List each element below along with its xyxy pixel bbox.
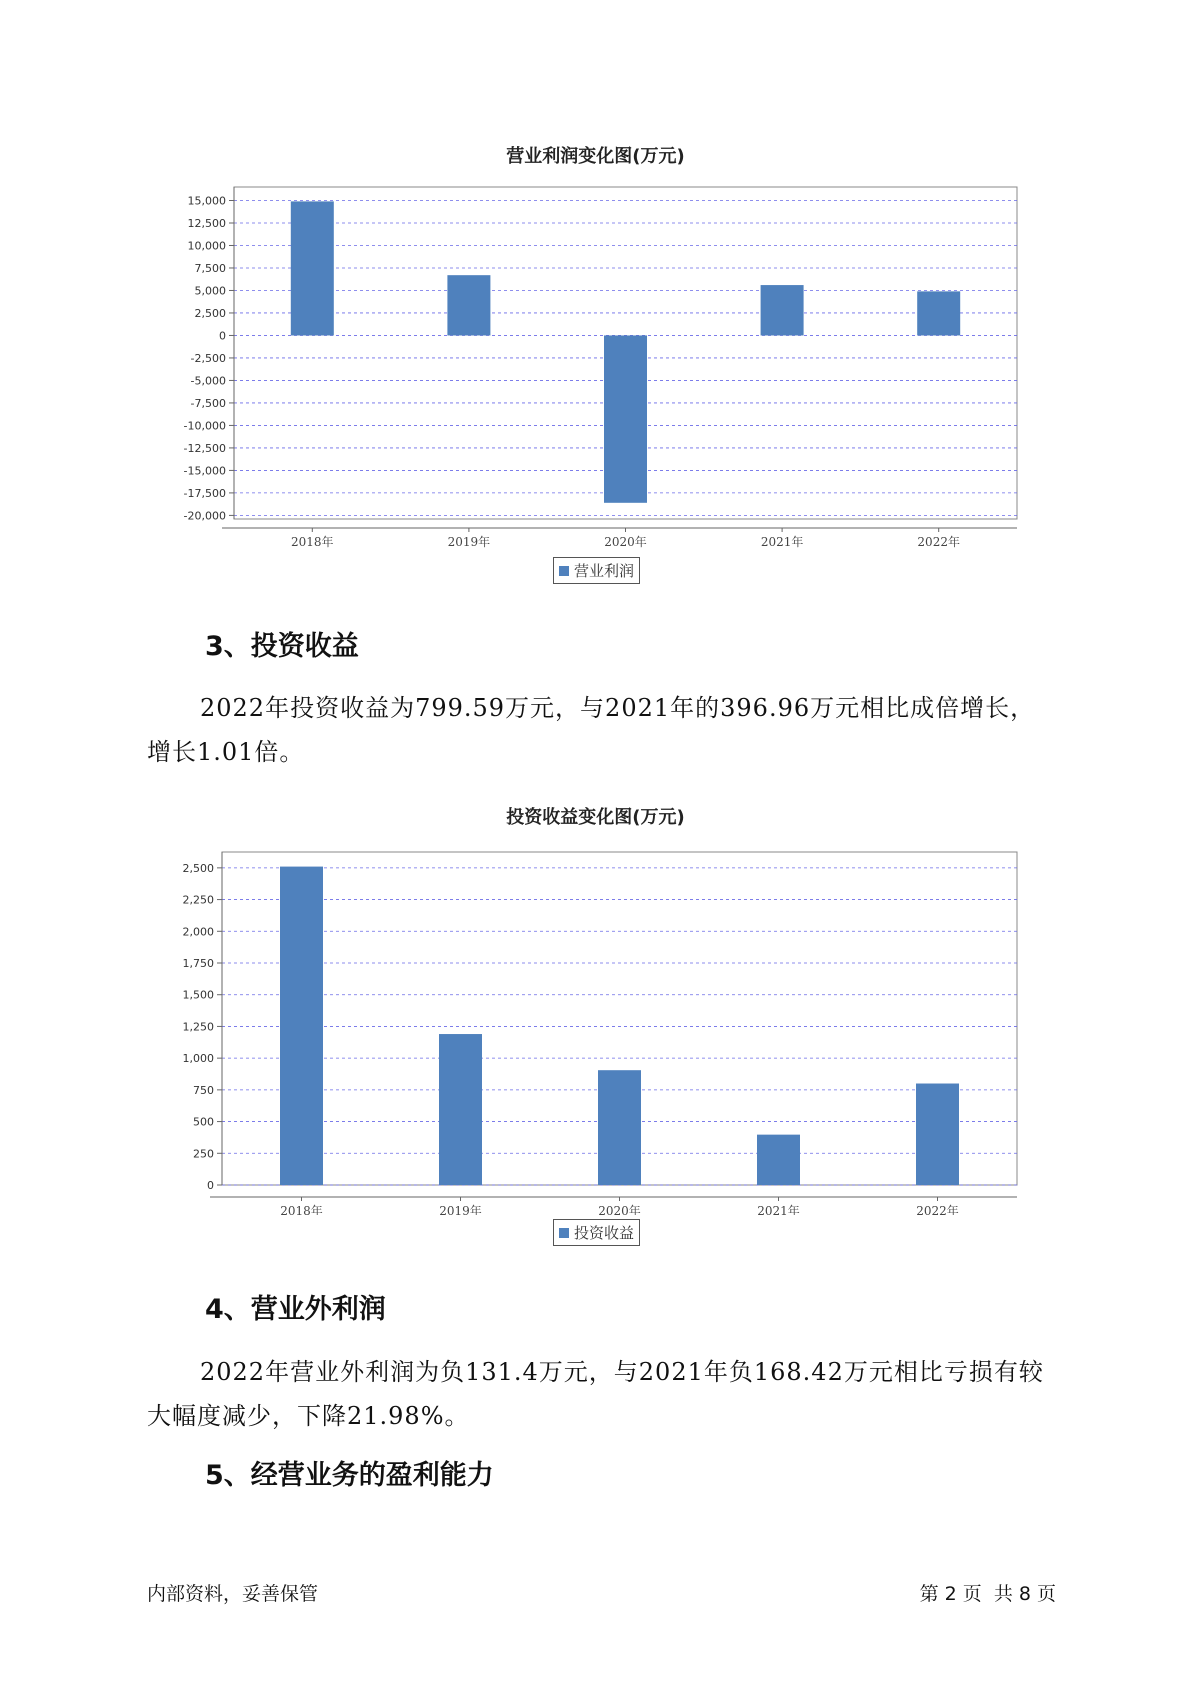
chart-title-operating-profit: 营业利润变化图(万元)	[506, 146, 685, 167]
bar-2018年	[291, 201, 334, 335]
section-heading-investment-income: 3、投资收益	[205, 631, 359, 662]
x-tick-label: 2022年	[916, 1204, 959, 1215]
footer-page-number: 第 2 页 共 8 页	[919, 1583, 1056, 1605]
x-tick-label: 2020年	[598, 1204, 641, 1215]
legend-operating-profit	[553, 557, 640, 584]
y-tick-label: 2,000	[182, 925, 214, 939]
paragraph-investment-income: 2022年投资收益为799.59万元，与2021年的396.96万元相比成倍增长，增长1.01倍。	[147, 694, 1036, 766]
y-tick-label: -20,000	[183, 509, 226, 523]
y-tick-label: 250	[193, 1147, 214, 1161]
y-tick-label: 15,000	[187, 194, 226, 208]
y-tick-label: -15,000	[183, 464, 226, 478]
y-tick-label: 1,250	[182, 1020, 214, 1034]
legend-investment-income	[553, 1219, 640, 1246]
y-tick-label: -12,500	[183, 441, 226, 455]
legend-swatch	[559, 1228, 569, 1238]
y-tick-label: 7,500	[194, 261, 226, 275]
bar-2019年	[447, 275, 490, 335]
investment-income-chart	[0, 835, 1191, 1215]
bar-2022年	[917, 291, 960, 335]
y-tick-label: 500	[193, 1115, 214, 1129]
chart-title-investment-income: 投资收益变化图(万元)	[506, 807, 685, 828]
x-tick-label: 2021年	[760, 535, 804, 549]
y-tick-label: 2,500	[194, 306, 226, 320]
y-tick-label: 1,000	[182, 1052, 214, 1066]
y-tick-label: -7,500	[190, 396, 226, 410]
y-tick-label: 10,000	[187, 239, 226, 253]
section-heading-business-profitability: 5、经营业务的盈利能力	[205, 1460, 494, 1491]
operating-profit-chart	[0, 170, 1191, 580]
bar-2020年	[604, 335, 647, 502]
bar-2021年	[761, 285, 804, 335]
paragraph-non-operating-profit: 2022年营业外利润为负131.4万元，与2021年负168.42万元相比亏损有较大幅度减少，下降21.98%。	[147, 1358, 1044, 1430]
legend-label: 投资收益	[574, 1224, 635, 1242]
y-tick-label: 12,500	[187, 216, 226, 230]
bar-2018年	[280, 867, 323, 1185]
y-tick-label: -17,500	[183, 486, 226, 500]
section-heading-non-operating-profit: 4、营业外利润	[205, 1294, 386, 1325]
legend-label: 营业利润	[574, 562, 635, 580]
x-tick-label: 2020年	[604, 535, 647, 549]
bar-2020年	[598, 1070, 641, 1185]
y-tick-label: -10,000	[183, 419, 226, 433]
y-tick-label: 5,000	[194, 284, 226, 298]
x-tick-label: 2019年	[447, 535, 491, 549]
x-tick-label: 2019年	[439, 1204, 482, 1215]
bar-2019年	[439, 1034, 482, 1185]
y-tick-label: 750	[193, 1083, 214, 1097]
y-tick-label: -5,000	[190, 374, 226, 388]
bar-2022年	[916, 1084, 959, 1185]
legend-swatch	[559, 566, 569, 576]
x-tick-label: 2021年	[757, 1204, 800, 1215]
y-tick-label: 0	[219, 329, 226, 343]
y-tick-label: 2,500	[182, 861, 214, 875]
y-tick-label: -2,500	[190, 351, 226, 365]
x-tick-label: 2022年	[917, 535, 960, 549]
x-tick-label: 2018年	[280, 1204, 323, 1215]
y-tick-label: 1,500	[182, 988, 214, 1002]
y-tick-label: 2,250	[182, 893, 214, 907]
x-tick-label: 2018年	[291, 535, 334, 549]
bar-2021年	[757, 1135, 800, 1185]
y-tick-label: 0	[207, 1179, 214, 1192]
y-tick-label: 1,750	[182, 957, 214, 970]
footer-confidential-note: 内部资料，妥善保管	[147, 1583, 319, 1605]
